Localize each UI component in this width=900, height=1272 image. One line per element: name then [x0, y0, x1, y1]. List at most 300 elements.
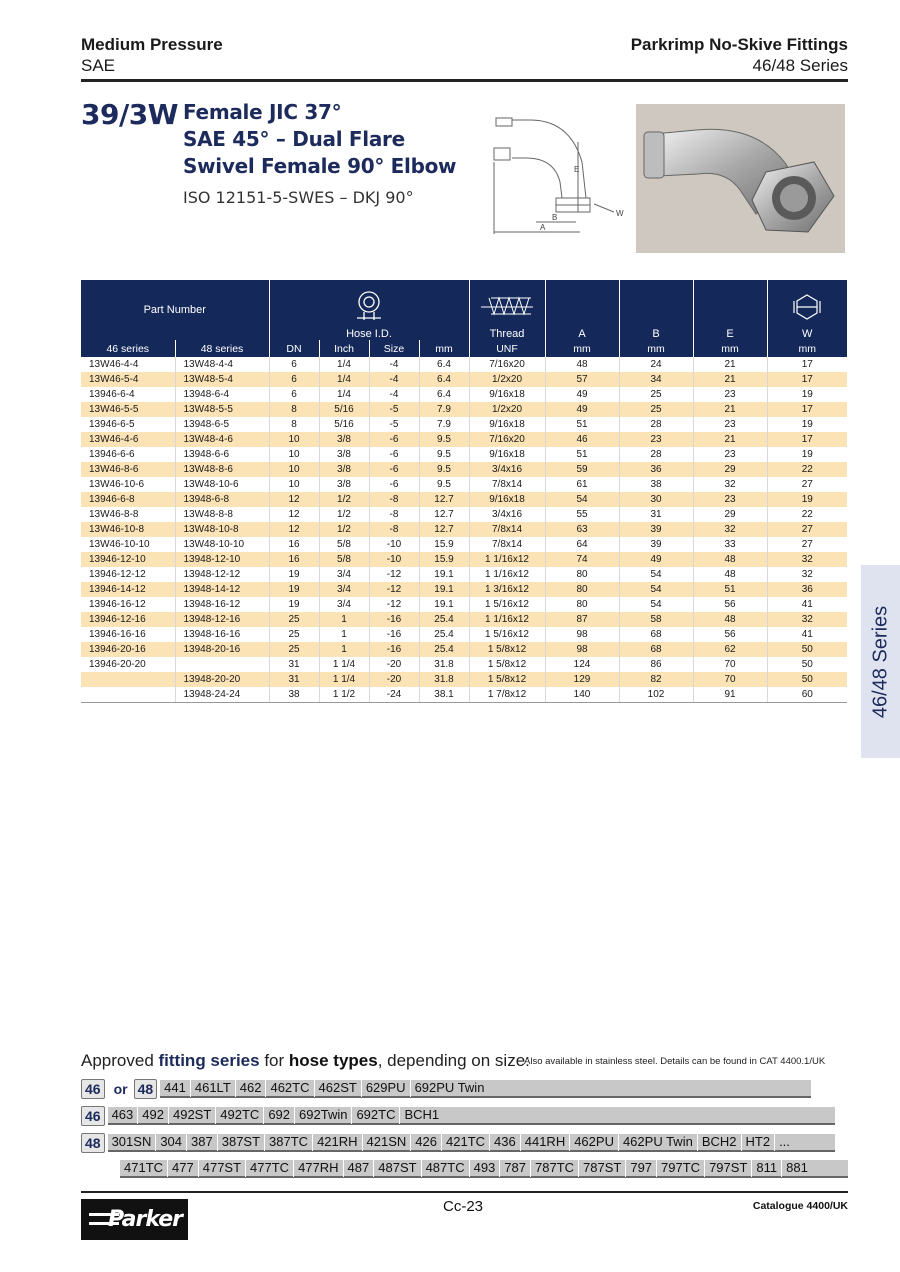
- table-cell: 9/16x18: [469, 417, 545, 432]
- header-right-title: Parkrimp No-Skive Fittings: [630, 35, 848, 54]
- table-cell: 25.4: [419, 642, 469, 657]
- table-cell: 6: [269, 372, 319, 387]
- table-cell: 19: [767, 417, 847, 432]
- table-cell: 31.8: [419, 672, 469, 687]
- table-cell: 1/4: [319, 372, 369, 387]
- hose-type-item: 692: [264, 1106, 295, 1124]
- table-row: [81, 687, 847, 702]
- badge-48: 48: [81, 1133, 105, 1153]
- header-right: [631, 35, 848, 77]
- table-row: [81, 537, 847, 552]
- table-cell: 1 5/16x12: [469, 597, 545, 612]
- table-cell: 10: [269, 447, 319, 462]
- hose-type-item: 493: [470, 1159, 501, 1177]
- table-cell: 13W46-8-8: [81, 507, 175, 522]
- table-cell: 13946-6-5: [81, 417, 175, 432]
- table-cell: 12: [269, 492, 319, 507]
- hose-type-item: 461LT: [191, 1079, 236, 1097]
- product-iso-standard: ISO 12151-5-SWES – DKJ 90°: [183, 188, 414, 207]
- table-cell: 31: [269, 672, 319, 687]
- series-side-tab-label: 46/48 Series: [869, 605, 891, 718]
- hose-type-item: BCH1: [404, 1107, 440, 1122]
- table-cell: 1 5/8x12: [469, 657, 545, 672]
- table-cell: -4: [369, 357, 419, 372]
- table-cell: 22: [767, 462, 847, 477]
- table-row: [81, 357, 847, 372]
- table-cell: 49: [545, 387, 619, 402]
- table-cell: 13946-12-10: [81, 552, 175, 567]
- table-cell: 13946-12-16: [81, 612, 175, 627]
- approved-for: for: [259, 1051, 289, 1070]
- table-cell: 54: [545, 492, 619, 507]
- table-cell: -4: [369, 372, 419, 387]
- table-cell: 13946-14-12: [81, 582, 175, 597]
- product-title-line-3: Swivel Female 90° Elbow: [183, 154, 457, 178]
- approved-heading: [81, 1051, 530, 1071]
- table-cell: 3/4x16: [469, 462, 545, 477]
- table-cell: -4: [369, 387, 419, 402]
- header-right-subtitle: 46/48 Series: [752, 56, 848, 75]
- approved-suffix: , depending on size:: [377, 1051, 530, 1070]
- table-cell: 140: [545, 687, 619, 702]
- spec-table: [81, 280, 847, 703]
- table-cell: 80: [545, 567, 619, 582]
- table-cell: 23: [619, 432, 693, 447]
- table-cell: -24: [369, 687, 419, 702]
- table-cell: 102: [619, 687, 693, 702]
- table-cell: 27: [767, 537, 847, 552]
- approved-prefix: Approved: [81, 1051, 159, 1070]
- table-cell: 3/4: [319, 582, 369, 597]
- footer-divider: [81, 1191, 848, 1193]
- table-cell: 19: [767, 492, 847, 507]
- table-cell: -6: [369, 477, 419, 492]
- table-cell: 25: [269, 612, 319, 627]
- table-cell: -6: [369, 462, 419, 477]
- hose-type-item: 462TC: [266, 1079, 314, 1097]
- table-cell: 21: [693, 372, 767, 387]
- table-cell: 13W48-10-8: [175, 522, 269, 537]
- table-cell: 98: [545, 642, 619, 657]
- table-row: [81, 432, 847, 447]
- table-row: [81, 492, 847, 507]
- table-cell: 9/16x18: [469, 387, 545, 402]
- table-cell: [81, 687, 175, 702]
- fitting-photo: [636, 104, 845, 253]
- table-cell: 19: [269, 597, 319, 612]
- table-cell: 51: [693, 582, 767, 597]
- table-cell: 13948-24-24: [175, 687, 269, 702]
- table-cell: 25.4: [419, 612, 469, 627]
- hose-type-bar-46: [108, 1107, 835, 1125]
- table-cell: 58: [619, 612, 693, 627]
- table-cell: 5/16: [319, 402, 369, 417]
- table-cell: 13W46-10-6: [81, 477, 175, 492]
- table-cell: 32: [693, 522, 767, 537]
- table-cell: -12: [369, 582, 419, 597]
- table-cell: 12.7: [419, 522, 469, 537]
- table-cell: 50: [767, 657, 847, 672]
- table-row: [81, 447, 847, 462]
- table-cell: 1 1/2: [319, 687, 369, 702]
- table-cell: 13948-12-16: [175, 612, 269, 627]
- table-cell: [81, 672, 175, 687]
- hose-type-item: 441RH: [521, 1133, 570, 1151]
- header-left-subtitle: SAE: [81, 56, 116, 75]
- table-cell: 28: [619, 417, 693, 432]
- subheader-cell: 48 series: [175, 340, 269, 357]
- table-cell: 1/2: [319, 522, 369, 537]
- table-cell: 3/4x16: [469, 507, 545, 522]
- table-cell: 13946-6-4: [81, 387, 175, 402]
- table-cell: 10: [269, 432, 319, 447]
- table-cell: 12.7: [419, 507, 469, 522]
- table-cell: 124: [545, 657, 619, 672]
- table-cell: 13948-6-6: [175, 447, 269, 462]
- table-cell: 3/8: [319, 432, 369, 447]
- subheader-cell: mm: [545, 340, 619, 357]
- hose-type-item: 487TC: [422, 1159, 470, 1177]
- drawing-label-a: A: [540, 223, 546, 232]
- table-subheader-row: [81, 340, 847, 357]
- subheader-cell: mm: [693, 340, 767, 357]
- table-cell: 13948-16-12: [175, 597, 269, 612]
- table-cell: 61: [545, 477, 619, 492]
- table-row: [81, 627, 847, 642]
- table-cell: 1: [319, 612, 369, 627]
- hose-type-item: 421TC: [442, 1133, 490, 1151]
- table-cell: 49: [545, 402, 619, 417]
- table-cell: 32: [767, 552, 847, 567]
- table-cell: 41: [767, 597, 847, 612]
- table-cell: 7/8x14: [469, 522, 545, 537]
- table-cell: 68: [619, 627, 693, 642]
- table-cell: 54: [619, 582, 693, 597]
- table-cell: 80: [545, 597, 619, 612]
- hose-type-item: ...: [779, 1134, 790, 1149]
- table-cell: 19.1: [419, 597, 469, 612]
- table-cell: 9.5: [419, 462, 469, 477]
- table-cell: 87: [545, 612, 619, 627]
- drawing-label-w: W: [616, 209, 624, 218]
- hexagon-icon: [792, 292, 822, 322]
- subheader-cell: mm: [419, 340, 469, 357]
- table-cell: 1 3/16x12: [469, 582, 545, 597]
- subheader-cell: Size: [369, 340, 419, 357]
- hose-type-bar-48-line-2: [120, 1160, 848, 1178]
- subheader-cell: UNF: [469, 340, 545, 357]
- table-cell: 13W48-4-6: [175, 432, 269, 447]
- header-divider: [81, 79, 848, 82]
- table-cell: 23: [693, 447, 767, 462]
- table-cell: 51: [545, 447, 619, 462]
- table-cell: 41: [767, 627, 847, 642]
- hose-type-item: 477TC: [246, 1159, 294, 1177]
- drawing-label-b: B: [552, 213, 558, 222]
- table-cell: 25: [269, 627, 319, 642]
- table-cell: 3/8: [319, 447, 369, 462]
- table-cell: 19: [767, 387, 847, 402]
- table-cell: 7/16x20: [469, 357, 545, 372]
- drawing-label-e: E: [574, 165, 580, 174]
- table-cell: 82: [619, 672, 693, 687]
- table-cell: 1: [319, 642, 369, 657]
- table-cell: 28: [619, 447, 693, 462]
- subheader-cell: mm: [767, 340, 847, 357]
- table-row: [81, 552, 847, 567]
- table-cell: -10: [369, 537, 419, 552]
- table-cell: 13946-6-6: [81, 447, 175, 462]
- table-cell: 6.4: [419, 357, 469, 372]
- table-cell: 17: [767, 357, 847, 372]
- table-cell: 13W46-5-4: [81, 372, 175, 387]
- hose-type-item: 387TC: [265, 1133, 313, 1151]
- table-cell: 21: [693, 357, 767, 372]
- table-cell: 8: [269, 402, 319, 417]
- table-cell: 13W48-8-8: [175, 507, 269, 522]
- table-cell: 1 7/8x12: [469, 687, 545, 702]
- hose-type-item: BCH2: [698, 1133, 742, 1151]
- hose-type-item: 787TC: [531, 1159, 579, 1177]
- dim-w-label: W: [802, 328, 813, 340]
- table-cell: 3/4: [319, 567, 369, 582]
- table-cell: 63: [545, 522, 619, 537]
- table-cell: 6.4: [419, 387, 469, 402]
- table-row: [81, 612, 847, 627]
- table-cell: 39: [619, 537, 693, 552]
- table-header-row: [81, 280, 847, 340]
- table-row: [81, 522, 847, 537]
- table-cell: 50: [767, 672, 847, 687]
- table-cell: 1/4: [319, 357, 369, 372]
- table-cell: 25: [619, 387, 693, 402]
- table-cell: 29: [693, 507, 767, 522]
- table-cell: 1/2x20: [469, 372, 545, 387]
- table-cell: 25: [619, 402, 693, 417]
- table-cell: 32: [767, 612, 847, 627]
- table-cell: 22: [767, 507, 847, 522]
- hose-type-item: 463: [108, 1106, 139, 1124]
- hose-type-item: 629PU: [362, 1079, 411, 1097]
- hose-type-item: 487ST: [374, 1159, 421, 1177]
- subheader-cell: 46 series: [81, 340, 175, 357]
- table-cell: 56: [693, 597, 767, 612]
- table-cell: 8: [269, 417, 319, 432]
- table-cell: -8: [369, 507, 419, 522]
- table-cell: 19.1: [419, 582, 469, 597]
- hose-type-item: 692TC: [352, 1106, 400, 1124]
- hose-type-item: 787ST: [579, 1159, 626, 1177]
- table-cell: 13948-12-10: [175, 552, 269, 567]
- approved-fitting-series: fitting series: [158, 1051, 260, 1070]
- table-cell: -16: [369, 612, 419, 627]
- table-row: [81, 597, 847, 612]
- header-left-title: Medium Pressure: [81, 35, 223, 54]
- table-cell: -12: [369, 567, 419, 582]
- badge-48: 48: [134, 1079, 158, 1099]
- table-cell: 34: [619, 372, 693, 387]
- hose-type-item: 304: [156, 1133, 187, 1151]
- table-cell: 1/4: [319, 387, 369, 402]
- table-row: [81, 567, 847, 582]
- hose-type-item: 421RH: [313, 1133, 362, 1151]
- table-cell: 23: [693, 492, 767, 507]
- page-number: Cc-23: [443, 1198, 484, 1215]
- table-cell: 62: [693, 642, 767, 657]
- table-cell: 13W48-10-6: [175, 477, 269, 492]
- table-cell: 25: [269, 642, 319, 657]
- table-cell: 10: [269, 477, 319, 492]
- table-cell: 30: [619, 492, 693, 507]
- table-cell: 60: [767, 687, 847, 702]
- table-cell: 64: [545, 537, 619, 552]
- hose-type-item: 436: [490, 1133, 521, 1151]
- table-cell: 13948-6-5: [175, 417, 269, 432]
- table-cell: 74: [545, 552, 619, 567]
- table-cell: -16: [369, 627, 419, 642]
- fitting-row-both: [81, 1079, 811, 1099]
- table-cell: 31: [269, 657, 319, 672]
- parker-logo: [81, 1199, 188, 1240]
- table-row: [81, 402, 847, 417]
- hose-type-item: 471TC: [120, 1159, 168, 1177]
- thread-icon: [477, 294, 537, 320]
- dim-b-header: B: [619, 280, 693, 340]
- table-cell: 39: [619, 522, 693, 537]
- hose-type-item: 477: [168, 1159, 199, 1177]
- table-cell: 38.1: [419, 687, 469, 702]
- table-cell: 1 1/4: [319, 657, 369, 672]
- table-cell: -10: [369, 552, 419, 567]
- table-cell: -6: [369, 447, 419, 462]
- fitting-row-48-cont: [120, 1159, 848, 1179]
- table-cell: 33: [693, 537, 767, 552]
- hose-type-item: 492TC: [216, 1106, 264, 1124]
- table-cell: 19: [269, 567, 319, 582]
- product-title-line-1: Female JIC 37°: [183, 100, 342, 124]
- table-cell: 6: [269, 387, 319, 402]
- hose-type-item: 421SN: [363, 1133, 412, 1151]
- subheader-cell: Inch: [319, 340, 369, 357]
- table-cell: 1/2: [319, 492, 369, 507]
- badge-46: 46: [81, 1079, 105, 1099]
- table-cell: 13W46-4-4: [81, 357, 175, 372]
- table-cell: -5: [369, 402, 419, 417]
- table-cell: 7/8x14: [469, 477, 545, 492]
- hose-type-item: 462ST: [315, 1079, 362, 1097]
- product-title-block: [183, 99, 456, 207]
- table-cell: 13W48-5-5: [175, 402, 269, 417]
- table-cell: 13948-12-12: [175, 567, 269, 582]
- table-cell: 57: [545, 372, 619, 387]
- table-cell: 32: [767, 567, 847, 582]
- subheader-cell: mm: [619, 340, 693, 357]
- table-cell: 23: [693, 387, 767, 402]
- hose-type-item: 426: [411, 1133, 442, 1151]
- fitting-row-48: [81, 1133, 835, 1153]
- hose-type-item: 462PU: [570, 1133, 619, 1151]
- table-cell: -16: [369, 642, 419, 657]
- parker-logo-text: Parker: [107, 1207, 182, 1232]
- table-cell: 80: [545, 582, 619, 597]
- table-cell: 68: [619, 642, 693, 657]
- table-cell: 21: [693, 402, 767, 417]
- table-cell: 48: [693, 567, 767, 582]
- hose-type-item: 441: [160, 1079, 191, 1097]
- hose-type-item: 462: [236, 1079, 267, 1097]
- table-cell: 13W48-10-10: [175, 537, 269, 552]
- hose-type-item: 797ST: [705, 1159, 752, 1177]
- table-cell: 6.4: [419, 372, 469, 387]
- table-cell: 13W48-4-4: [175, 357, 269, 372]
- table-cell: 98: [545, 627, 619, 642]
- table-cell: 91: [693, 687, 767, 702]
- table-cell: 15.9: [419, 552, 469, 567]
- thread-label: Thread: [489, 328, 525, 340]
- table-cell: 1 1/4: [319, 672, 369, 687]
- hose-id-icon: [349, 290, 389, 322]
- hose-id-header: [269, 280, 469, 340]
- hose-type-item: 692PU Twin: [414, 1080, 485, 1095]
- table-cell: 7/8x14: [469, 537, 545, 552]
- table-cell: 16: [269, 552, 319, 567]
- table-cell: 13946-16-12: [81, 597, 175, 612]
- hose-type-item: 787: [500, 1159, 531, 1177]
- hose-type-item: HT2: [742, 1133, 776, 1151]
- table-row: [81, 672, 847, 687]
- hose-type-item: 477ST: [199, 1159, 246, 1177]
- table-cell: 54: [619, 597, 693, 612]
- table-cell: 13946-20-20: [81, 657, 175, 672]
- table-cell: 49: [619, 552, 693, 567]
- table-cell: 38: [269, 687, 319, 702]
- elbow-technical-drawing: [490, 112, 630, 240]
- table-cell: 13946-12-12: [81, 567, 175, 582]
- product-code: 39/3W: [81, 98, 179, 131]
- table-cell: 13948-6-4: [175, 387, 269, 402]
- table-cell: 13W46-5-5: [81, 402, 175, 417]
- table-row: [81, 642, 847, 657]
- product-title-line-2: SAE 45° – Dual Flare: [183, 127, 405, 151]
- hose-type-item: 811: [752, 1159, 782, 1177]
- series-side-tab: [861, 565, 900, 758]
- table-row: [81, 387, 847, 402]
- table-cell: 13946-6-8: [81, 492, 175, 507]
- table-row: [81, 582, 847, 597]
- table-cell: 17: [767, 372, 847, 387]
- table-cell: 1 1/16x12: [469, 567, 545, 582]
- table-cell: 1 1/16x12: [469, 552, 545, 567]
- hose-type-item: 387ST: [218, 1133, 265, 1151]
- stainless-note: Also available in stainless steel. Details can be found in CAT 4400.1/UK: [524, 1056, 826, 1067]
- table-cell: 38: [619, 477, 693, 492]
- table-cell: 12: [269, 522, 319, 537]
- table-cell: 15.9: [419, 537, 469, 552]
- table-row: [81, 477, 847, 492]
- table-cell: 31.8: [419, 657, 469, 672]
- table-cell: 36: [767, 582, 847, 597]
- table-cell: 13W46-10-10: [81, 537, 175, 552]
- table-cell: 86: [619, 657, 693, 672]
- table-cell: 19.1: [419, 567, 469, 582]
- table-cell: [175, 657, 269, 672]
- table-cell: -20: [369, 657, 419, 672]
- table-cell: 24: [619, 357, 693, 372]
- table-cell: 9.5: [419, 477, 469, 492]
- fitting-photo-image: [636, 104, 845, 253]
- table-cell: 5/16: [319, 417, 369, 432]
- table-cell: 5/8: [319, 537, 369, 552]
